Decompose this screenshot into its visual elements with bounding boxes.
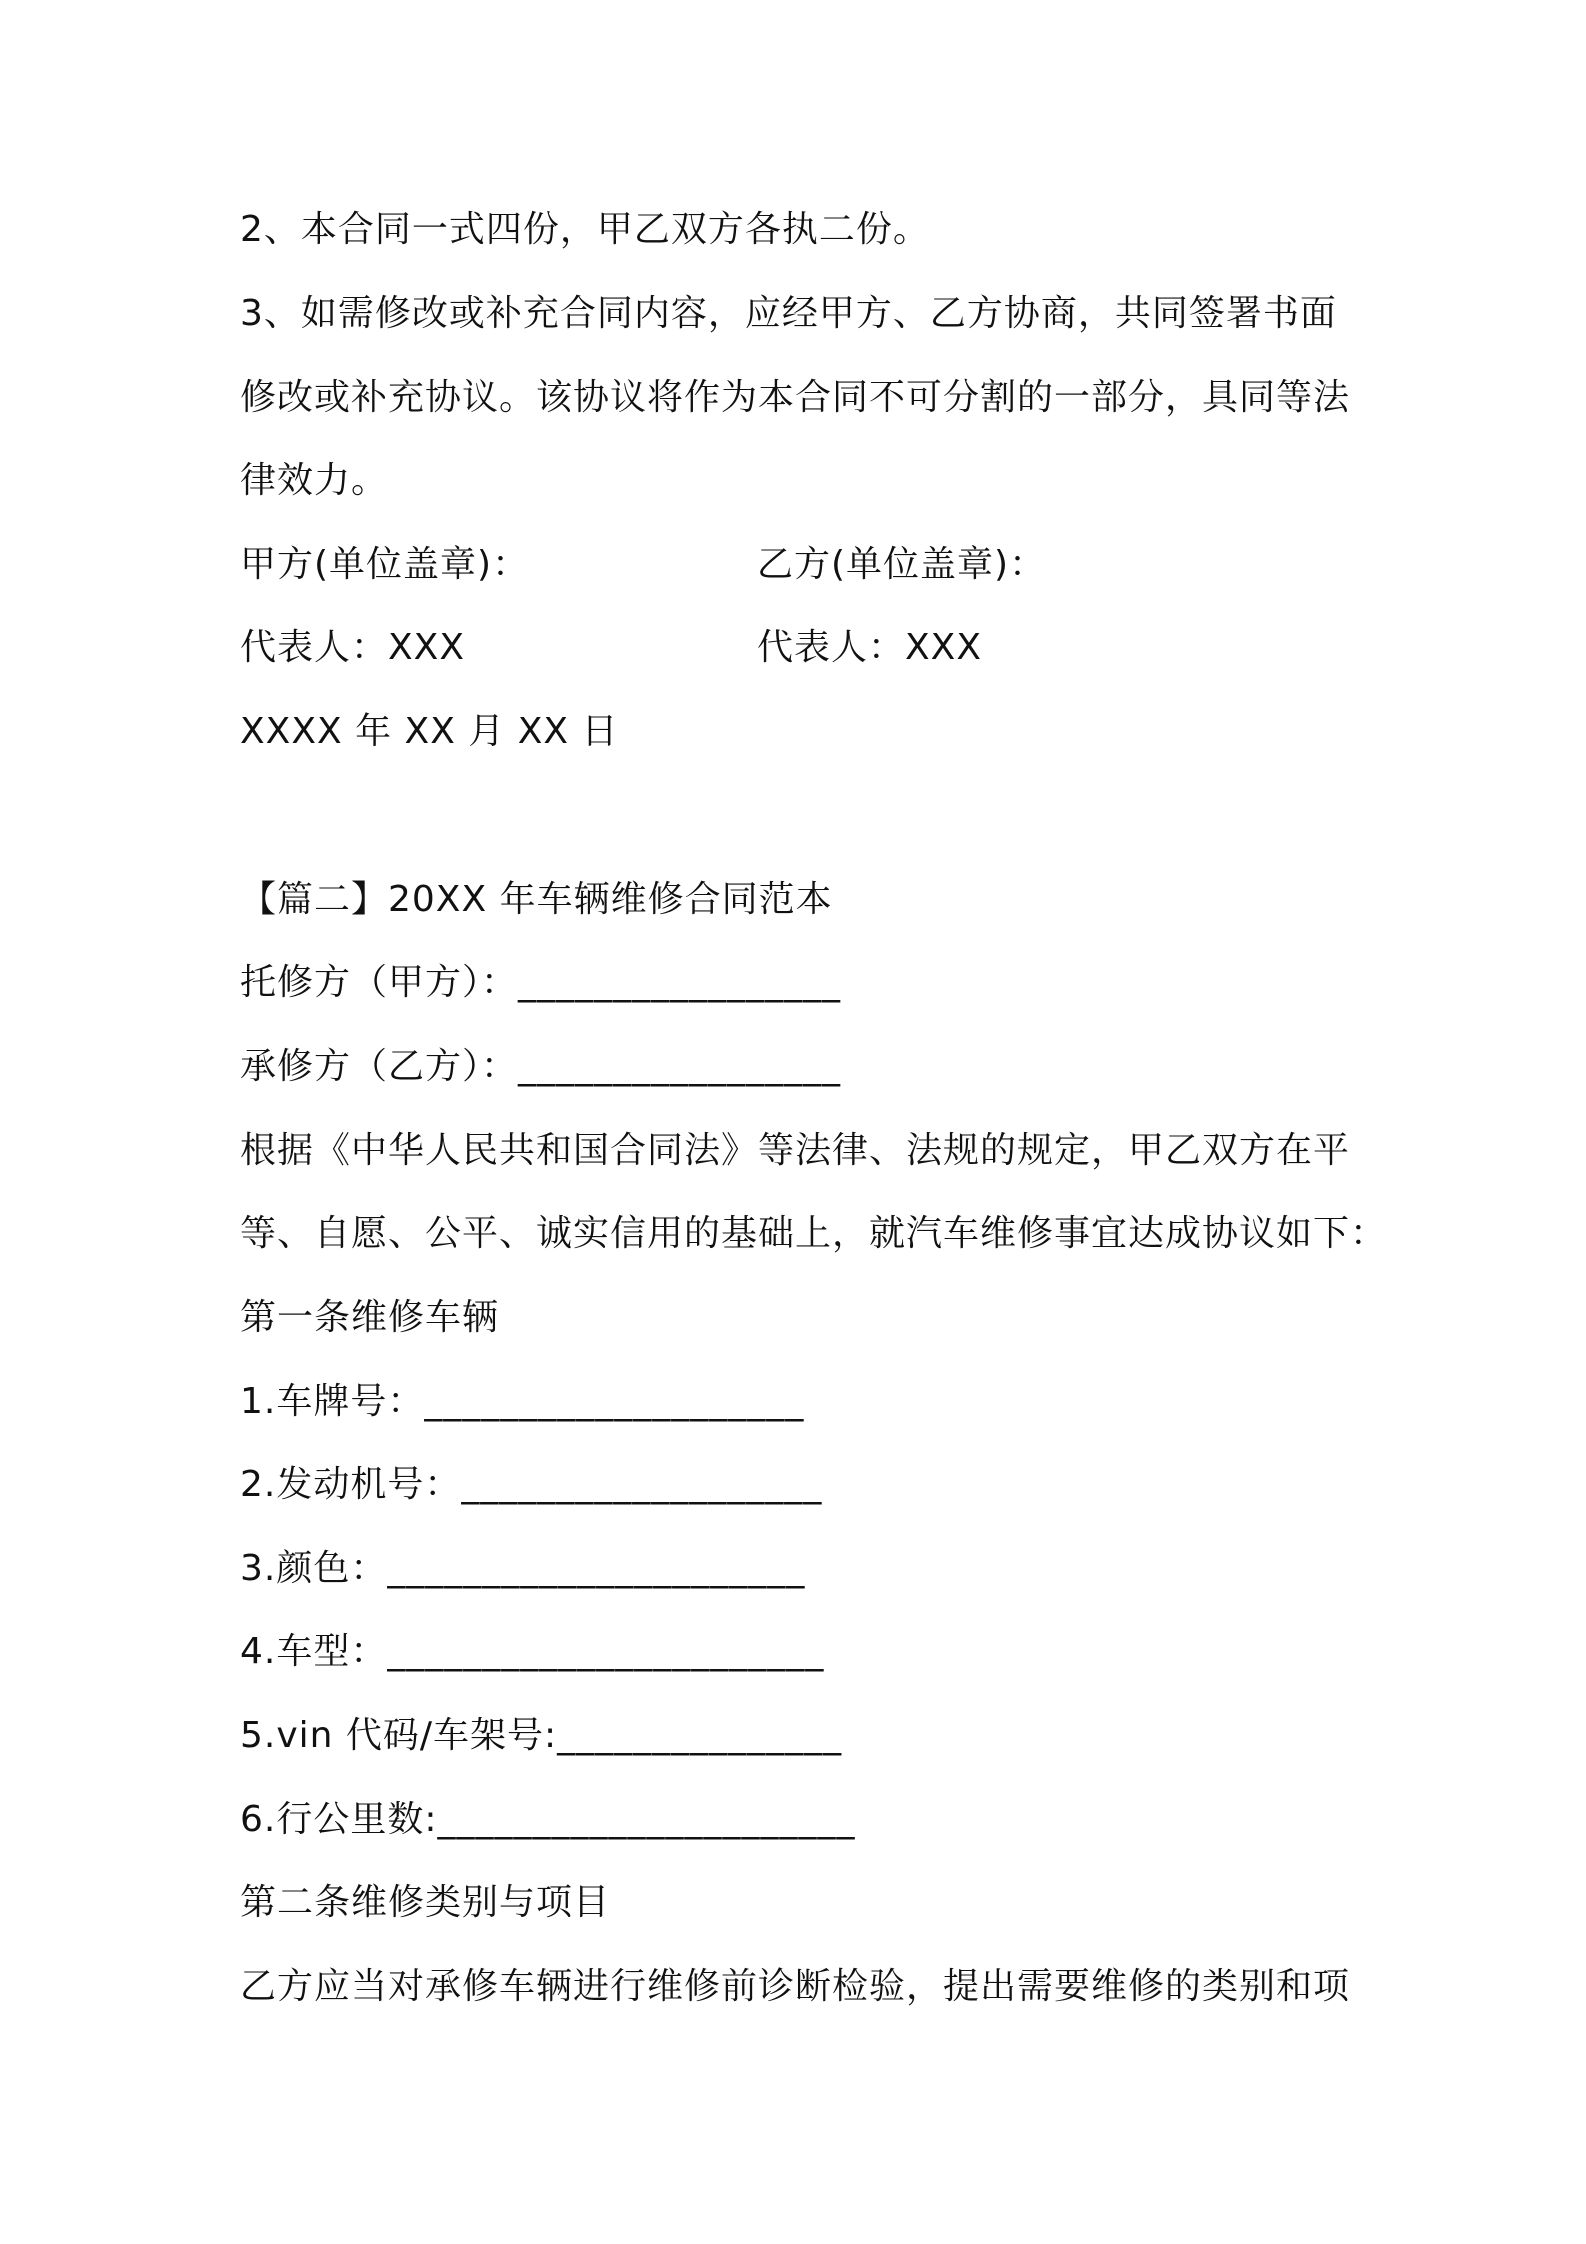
clause-item-3-line-1: 3、如需修改或补充合同内容，应经甲方、乙方协商，共同签署书面: [240, 293, 1337, 334]
party-b-representative: 代表人：XXX: [757, 627, 982, 668]
intro-line-1: 根据《中华人民共和国合同法》等法律、法规的规定，甲乙双方在平: [240, 1130, 1351, 1171]
client-party-line: 托修方（甲方）：_________________: [240, 962, 842, 1003]
clause-item-3-line-3: 律效力。: [240, 460, 389, 501]
signing-date: XXXX 年 XX 月 XX 日: [240, 711, 619, 752]
article-2-title: 第二条维修类别与项目: [240, 1882, 611, 1923]
article-2-line-1: 乙方应当对承修车辆进行维修前诊断检验，提出需要维修的类别和项: [240, 1966, 1351, 2007]
contractor-party-line: 承修方（乙方）：_________________: [240, 1046, 842, 1087]
party-a-seal-label: 甲方(单位盖章)：: [240, 544, 530, 585]
field-plate-number: 1.车牌号：____________________: [240, 1381, 805, 1422]
section-heading: 【篇二】20XX 年车辆维修合同范本: [240, 879, 833, 920]
party-a-representative: 代表人：XXX: [240, 627, 465, 668]
field-vin: 5.vin 代码/车架号:_______________: [240, 1715, 843, 1756]
party-b-seal-label: 乙方(单位盖章)：: [757, 544, 1047, 585]
field-color: 3.颜色：______________________: [240, 1548, 806, 1589]
field-engine-number: 2.发动机号：___________________: [240, 1464, 823, 1505]
intro-line-2: 等、自愿、公平、诚实信用的基础上，就汽车维修事宜达成协议如下：: [240, 1213, 1388, 1254]
clause-item-3-line-2: 修改或补充协议。该协议将作为本合同不可分割的一部分，具同等法: [240, 377, 1351, 418]
field-vehicle-model: 4.车型：_______________________: [240, 1631, 825, 1672]
article-1-title: 第一条维修车辆: [240, 1297, 500, 1338]
clause-item-2: 2、本合同一式四份，甲乙双方各执二份。: [240, 209, 930, 250]
field-mileage: 6.行公里数:______________________: [240, 1799, 856, 1840]
